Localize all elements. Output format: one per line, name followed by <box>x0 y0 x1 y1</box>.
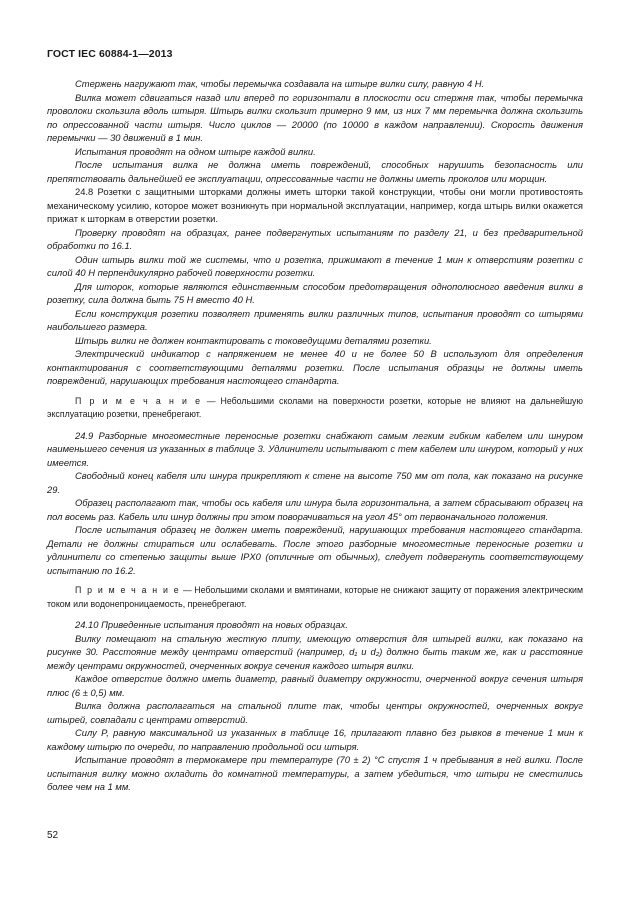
body-paragraph: Один штырь вилки той же системы, что и розетка, прижимают в течение 1 мин к отверстиям розетки с силой 40 Н перпендикулярно рабочей поверхности розетки. <box>47 253 583 278</box>
page-number: 52 <box>47 830 59 841</box>
note-text: — Небольшими сколами и вмятинами, которые не снижают защиту от поражения электрическим током или водонепроницаемость, пренебрегают. <box>47 585 583 609</box>
body-paragraph: Стержень нагружают так, чтобы перемычка создавала на штыре вилки силу, равную 4 Н. <box>75 78 485 89</box>
body-paragraph: Испытания проводят на одном штыре каждой вилки. <box>75 145 316 157</box>
body-paragraph: Если конструкция розетки позволяет применять вилки различных типов, испытания проводят со штырями наибольшего размера. <box>47 307 583 332</box>
body-paragraph: Каждое отверстие должно иметь диаметр, равный диаметру окружности, очерченной вокруг сечения штыря плюс (6 ± 0,5) мм. <box>47 673 583 698</box>
note-paragraph <box>47 584 583 611</box>
body-paragraph: Для шторок, которые являются единственным способом предотвращения однополюсного введения вилки в розетку, сила должна быть 75 Н вместо 40 Н. <box>47 280 583 305</box>
note-label: П р и м е ч а н и е <box>75 585 181 595</box>
body-paragraph: 24.8 Розетки с защитными шторками должны иметь шторки такой конструкции, чтобы они могли противостоять механическому усилию, которое может возникнуть при нормальной эксплуатации, например, когда штырь вилки окажется прижат к шторкам в отверстии розетки. <box>47 186 583 224</box>
note-text: — Небольшими сколами на поверхности розетки, которые не влияют на дальнейшую эксплуатацию розетки, пренебрегают. <box>47 395 583 419</box>
document-header: ГОСТ IEC 60884-1—2013 <box>47 48 173 60</box>
body-paragraph: Вилка может сдвигаться назад или вперед по горизонтали в плоскости оси стержня так, чтобы перемычка проволоки скользила вдоль штыря. Штырь вилки скользит примерно 9 мм, из них 7 мм перемычка должна скользить по опрессованной части штыря. Число циклов — 20000 (по 10000 в каждом направлении). Скорость движения перемычки — 30 движений в 1 мин. <box>47 91 583 143</box>
note-label: П р и м е ч а н и е <box>75 395 202 406</box>
note-paragraph <box>47 395 583 422</box>
body-paragraph: Электрический индикатор с напряжением не менее 40 и не более 50 В используют для определения контактирования с соответствующими деталями розетки. После испытания образцы не должны иметь повреждений, нарушающих требования настоящего стандарта. <box>47 348 583 386</box>
body-paragraph: Испытание проводят в термокамере при температуре (70 ± 2) °С спустя 1 ч пребывания в ней вилки. После испытания вилку можно охладить до комнатной температуры, а затем убедиться, что штыри не сместились более чем на 1 мм. <box>47 754 583 792</box>
body-paragraph: Свободный конец кабеля или шнура прикрепляют к стене на высоте 750 мм от пола, как показано на рисунке 29. <box>47 470 583 495</box>
body-paragraph: Вилку помещают на стальную жесткую плиту, имеющую отверстия для штырей вилки, как показано на рисунке 30. Расстояние между центрами отверстий (например, d₁ и d₂) должно быть таким же, как и расстояние между центрами окружностей, очерченных вокруг сечения каждого штыря вилки. <box>47 632 583 671</box>
body-paragraph: Силу P, равную максимальной из указанных в таблице 16, прилагают плавно без рывков в течение 1 мин к каждому штырю по очереди, по направлению продольной оси штыря. <box>47 727 583 752</box>
body-paragraph: После испытания вилка не должна иметь повреждений, способных нарушить безопасность или препятствовать дальнейшей ее эксплуатации, опрессованные части не должны иметь проколов или морщин. <box>47 159 583 184</box>
body-paragraph: Образец располагают так, чтобы ось кабеля или шнура была горизонтальна, а затем сбрасывают образец на пол восемь раз. Кабель или шнур должны при этом поворачиваться на угол 45° от первоначального положения. <box>47 497 583 522</box>
body-paragraph: Проверку проводят на образцах, ранее подвергнутых испытаниям по разделу 21, и без предварительной обработки по 16.1. <box>47 226 583 251</box>
body-paragraph: Вилка должна располагаться на стальной плите так, чтобы центры окружностей, очерченных вокруг штырей, совпадали с центрами отверстий. <box>47 700 583 725</box>
body-paragraph: Штырь вилки не должен контактировать с токоведущими деталями розетки. <box>75 334 432 346</box>
body-paragraph: После испытания образец не должен иметь повреждений, нарушающих требования настоящего стандарта. Детали не должны стираться или ослабевать. После этого разборные многоместные переносные розетки и удлинители со степенью защиты выше IPX0 (отличные от обычных), следует подвергнуть соответствующему испытанию по 16.2. <box>47 524 583 576</box>
document-body <box>47 77 583 794</box>
body-paragraph: 24.10 Приведенные испытания проводят на новых образцах. <box>75 619 348 630</box>
body-paragraph: 24.9 Разборные многоместные переносные розетки снабжают самым легким гибким кабелем или шнуром наименьшего сечения из указанных в таблице 3. Удлинители испытывают с тем кабелем или шнуром, который у них имеется. <box>47 429 583 468</box>
